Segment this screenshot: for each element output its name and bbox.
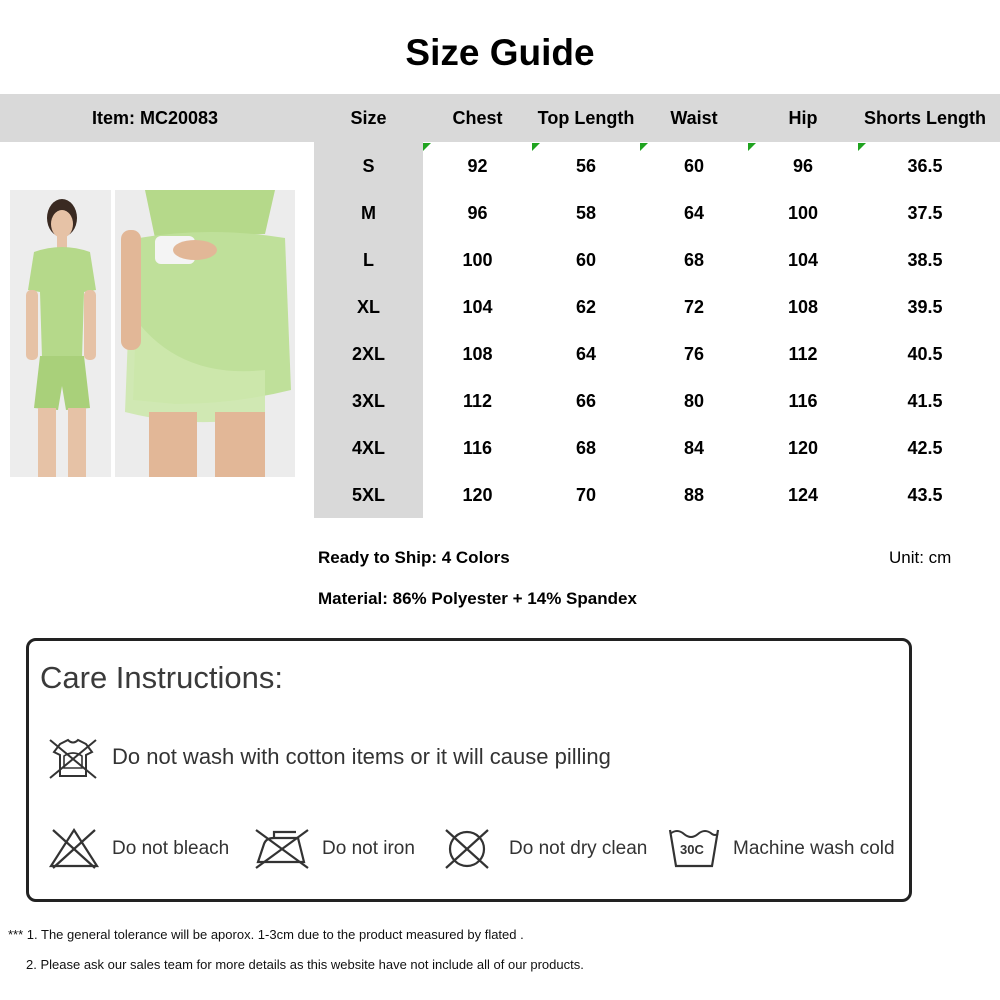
table-cell-size: 3XL [351,391,385,411]
table-cell: 43.5 [907,485,943,505]
table-cell-size: 2XL [351,344,385,364]
table-cell: 120 [787,438,819,458]
care-instructions-title: Care Instructions: [40,660,283,695]
table-cell: 108 [462,344,493,364]
table-cell-size: XL [356,297,380,317]
table-cell: 80 [683,391,705,411]
table-cell: 39.5 [907,297,943,317]
table-cell: 116 [462,438,493,458]
table-cell: 88 [683,485,705,505]
table-cell: 64 [683,203,705,223]
table-cell: 38.5 [907,250,943,270]
item-number-label: Item: MC20083 [91,108,219,128]
table-cell: 120 [462,485,493,505]
footnote-tolerance: *** 1. The general tolerance will be aporox. 1-3cm due to the product measured by flated . [8,927,524,942]
table-cell: 100 [787,203,819,223]
table-cell: 70 [575,485,597,505]
care-text-no-dry-clean: Do not dry clean [509,838,648,859]
table-cell: 42.5 [907,438,943,458]
table-cell: 62 [575,297,597,317]
ready-to-ship-text: Ready to Ship: 4 Colors [318,548,510,567]
table-cell: 92 [467,156,488,176]
no-iron-icon [252,826,312,875]
table-cell: 112 [462,391,493,411]
table-cell-size: 4XL [351,438,385,458]
footnote-sales-team: 2. Please ask our sales team for more details as this website have not include all of our products. [26,957,584,972]
table-cell-size: M [361,203,376,223]
table-cell: 68 [683,250,705,270]
table-cell-size: 5XL [351,485,385,505]
table-cell: 96 [792,156,814,176]
table-cell-size: L [363,250,374,270]
table-cell: 104 [787,250,819,270]
table-cell: 37.5 [907,203,943,223]
machine-wash-cold-icon [666,824,722,872]
table-cell: 104 [462,297,493,317]
table-cell: 64 [575,344,597,364]
column-header-size: Size [350,108,387,128]
table-cell: 41.5 [907,391,943,411]
no-dry-clean-icon [440,826,494,877]
table-cell: 108 [787,297,819,317]
column-header-waist: Waist [670,108,718,128]
table-cell: 58 [575,203,597,223]
table-cell: 60 [575,250,597,270]
no-bleach-icon [47,826,101,875]
table-cell: 76 [683,344,705,364]
care-text-no-iron: Do not iron [322,838,415,859]
care-text-no-bleach: Do not bleach [112,838,230,859]
table-cell: 72 [683,297,705,317]
table-cell: 112 [788,344,818,364]
material-text: Material: 86% Polyester + 14% Spandex [318,589,637,608]
no-cotton-wash-icon [46,736,100,787]
care-text-no-cotton: Do not wash with cotton items or it will cause pilling [112,744,611,769]
column-header-top-length: Top Length [537,108,635,128]
table-cell: 100 [462,250,493,270]
care-text-machine-wash-cold: Machine wash cold [733,838,895,859]
page-title: Size Guide [405,32,595,73]
column-header-chest: Chest [452,108,503,128]
table-cell: 40.5 [907,344,943,364]
table-cell-size: S [362,156,375,176]
column-header-shorts-length: Shorts Length [864,108,986,128]
table-cell: 96 [467,203,488,223]
column-header-hip: Hip [788,108,818,128]
table-cell: 116 [788,391,818,411]
table-cell: 66 [575,391,597,411]
table-cell: 56 [575,156,597,176]
table-cell: 36.5 [907,156,943,176]
table-cell: 68 [575,438,597,458]
product-photo-full-outfit [10,190,111,477]
product-photo-shorts-detail [115,190,295,477]
table-cell: 124 [787,485,819,505]
table-cell: 60 [683,156,705,176]
table-cell: 84 [683,438,705,458]
unit-text: Unit: cm [889,548,952,567]
wash-temperature-label: 30C [680,842,704,857]
